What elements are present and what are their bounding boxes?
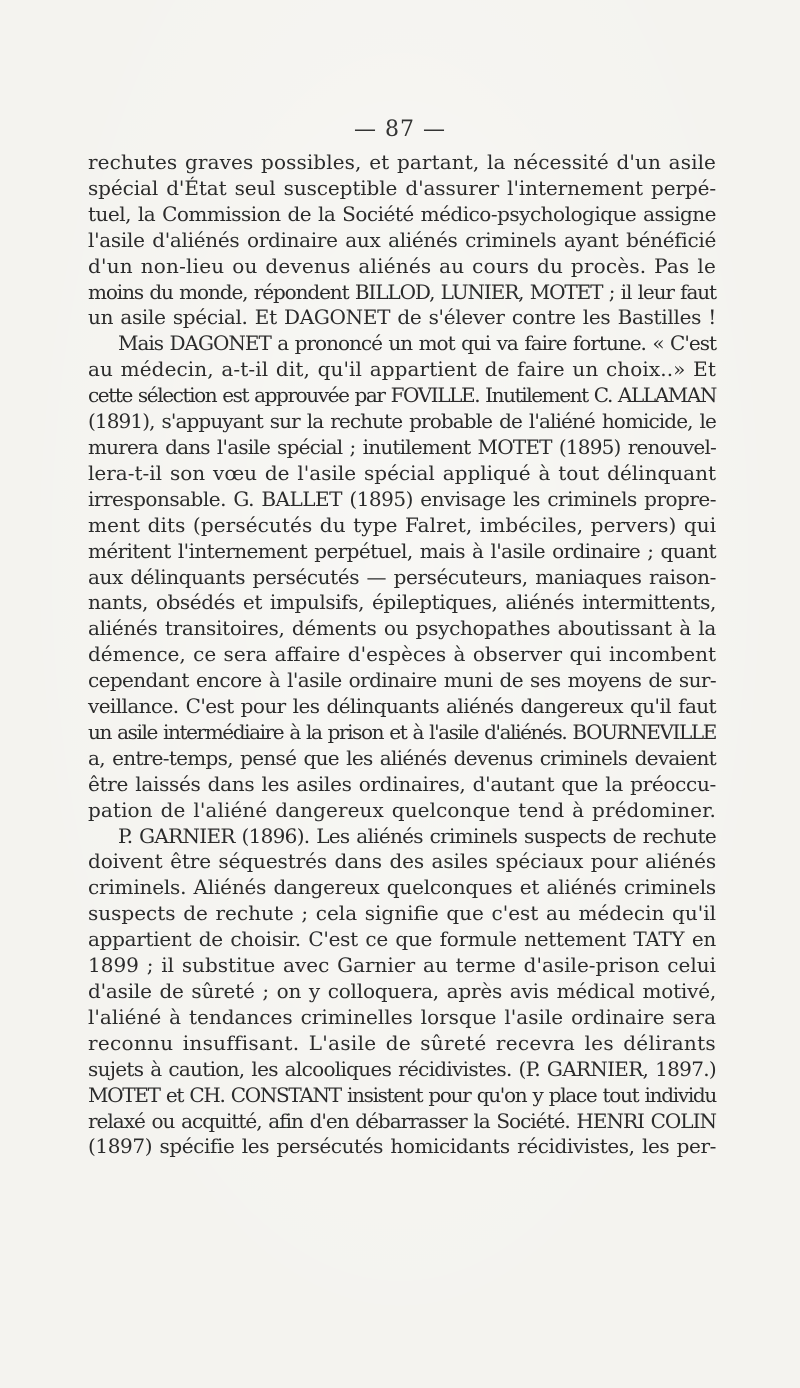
text-line: cette sélection est approuvée par FOVILLE. Inutilement C. ALLAMAN [88,383,716,408]
text-line: 1899 ; il substitue avec Garnier au terme d'asile-prison celui [88,953,716,978]
text-line: (1897) spécifie les persécutés homicidants récidivistes, les per- [88,1134,716,1159]
text-line: moins du monde, répondent BILLOD, LUNIER, MOTET ; il leur faut [88,279,716,304]
text-line: P. GARNIER (1896). Les aliénés criminels suspects de rechute [118,823,716,848]
text-line: MOTET et CH. CONSTANT insistent pour qu'on y place tout individu [88,1082,716,1107]
text-line: méritent l'internement perpétuel, mais à l'asile ordinaire ; quant [88,538,716,563]
text-line: spécial d'État seul susceptible d'assurer l'internement perpé- [88,175,716,200]
text-line: criminels. Aliénés dangereux quelconques et aliénés criminels [88,875,716,900]
text-line: au médecin, a-t-il dit, qu'il appartient de faire un choix..» Et [88,357,716,382]
text-line: aux délinquants persécutés — persécuteurs, maniaques raison- [88,564,716,589]
text-line: démence, ce sera affaire d'espèces à observer qui incombent [88,642,716,667]
text-line: rechutes graves possibles, et partant, la nécessité d'un asile [88,150,716,174]
text-line: ment dits (persécutés du type Falret, imbéciles, pervers) qui [88,512,717,537]
text-line: lera-t-il son vœu de l'asile spécial appliqué à tout délinquant [88,460,716,485]
body-text [88,150,716,1160]
text-line: reconnu insuffisant. L'asile de sûreté recevra les délirants [88,1030,716,1055]
text-line: l'aliéné à tendances criminelles lorsque l'asile ordinaire sera [88,1004,716,1029]
text-line: pation de l'aliéné dangereux quelconque tend à prédominer. [88,797,716,822]
text-line: nants, obsédés et impulsifs, épileptiques, aliénés intermittents, [88,590,716,615]
text-line: appartient de choisir. C'est ce que formule nettement TATY en [88,927,716,952]
page-number: — 87 — [354,117,446,142]
text-line: Mais DAGONET a prononcé un mot qui va faire fortune. « C'est [118,331,716,356]
text-line: l'asile d'aliénés ordinaire aux aliénés criminels ayant bénéficié [88,227,716,252]
text-line: a, entre-temps, pensé que les aliénés devenus criminels devaient [88,745,716,770]
text-line: relaxé ou acquitté, afin d'en débarrasser la Société. HENRI COLIN [88,1108,716,1133]
text-line: veillance. C'est pour les délinquants aliénés dangereux qu'il faut [88,694,716,719]
text-line: sujets à caution, les alcooliques récidivistes. (P. GARNIER, 1897.) [88,1056,716,1081]
text-line: murera dans l'asile spécial ; inutilement MOTET (1895) renouvel- [88,434,716,459]
text-line: d'un non-lieu ou devenus aliénés au cours du procès. Pas le [88,253,716,278]
text-line: d'asile de sûreté ; on y colloquera, après avis médical motivé, [88,979,716,1003]
text-line: un asile intermédiaire à la prison et à l'asile d'aliénés. BOURNEVILLE [88,719,716,744]
text-line: un asile spécial. Et DAGONET de s'élever contre les Bastilles ! [88,305,716,330]
text-line: cependant encore à l'asile ordinaire muni de ses moyens de sur- [88,668,716,693]
text-line: tuel, la Commission de la Société médico-psychologique assigne [88,201,716,226]
text-line: aliénés transitoires, déments ou psychopathes aboutissant à la [88,616,716,641]
text-line: être laissés dans les asiles ordinaires, d'autant que la préoccu- [88,771,716,796]
text-line: (1891), s'appuyant sur la rechute probable de l'aliéné homicide, le [88,409,716,434]
text-line: suspects de rechute ; cela signifie que c'est au médecin qu'il [88,901,716,926]
text-line: irresponsable. G. BALLET (1895) envisage les criminels propre- [88,486,716,511]
text-line: doivent être séquestrés dans des asiles spéciaux pour aliénés [88,849,716,874]
